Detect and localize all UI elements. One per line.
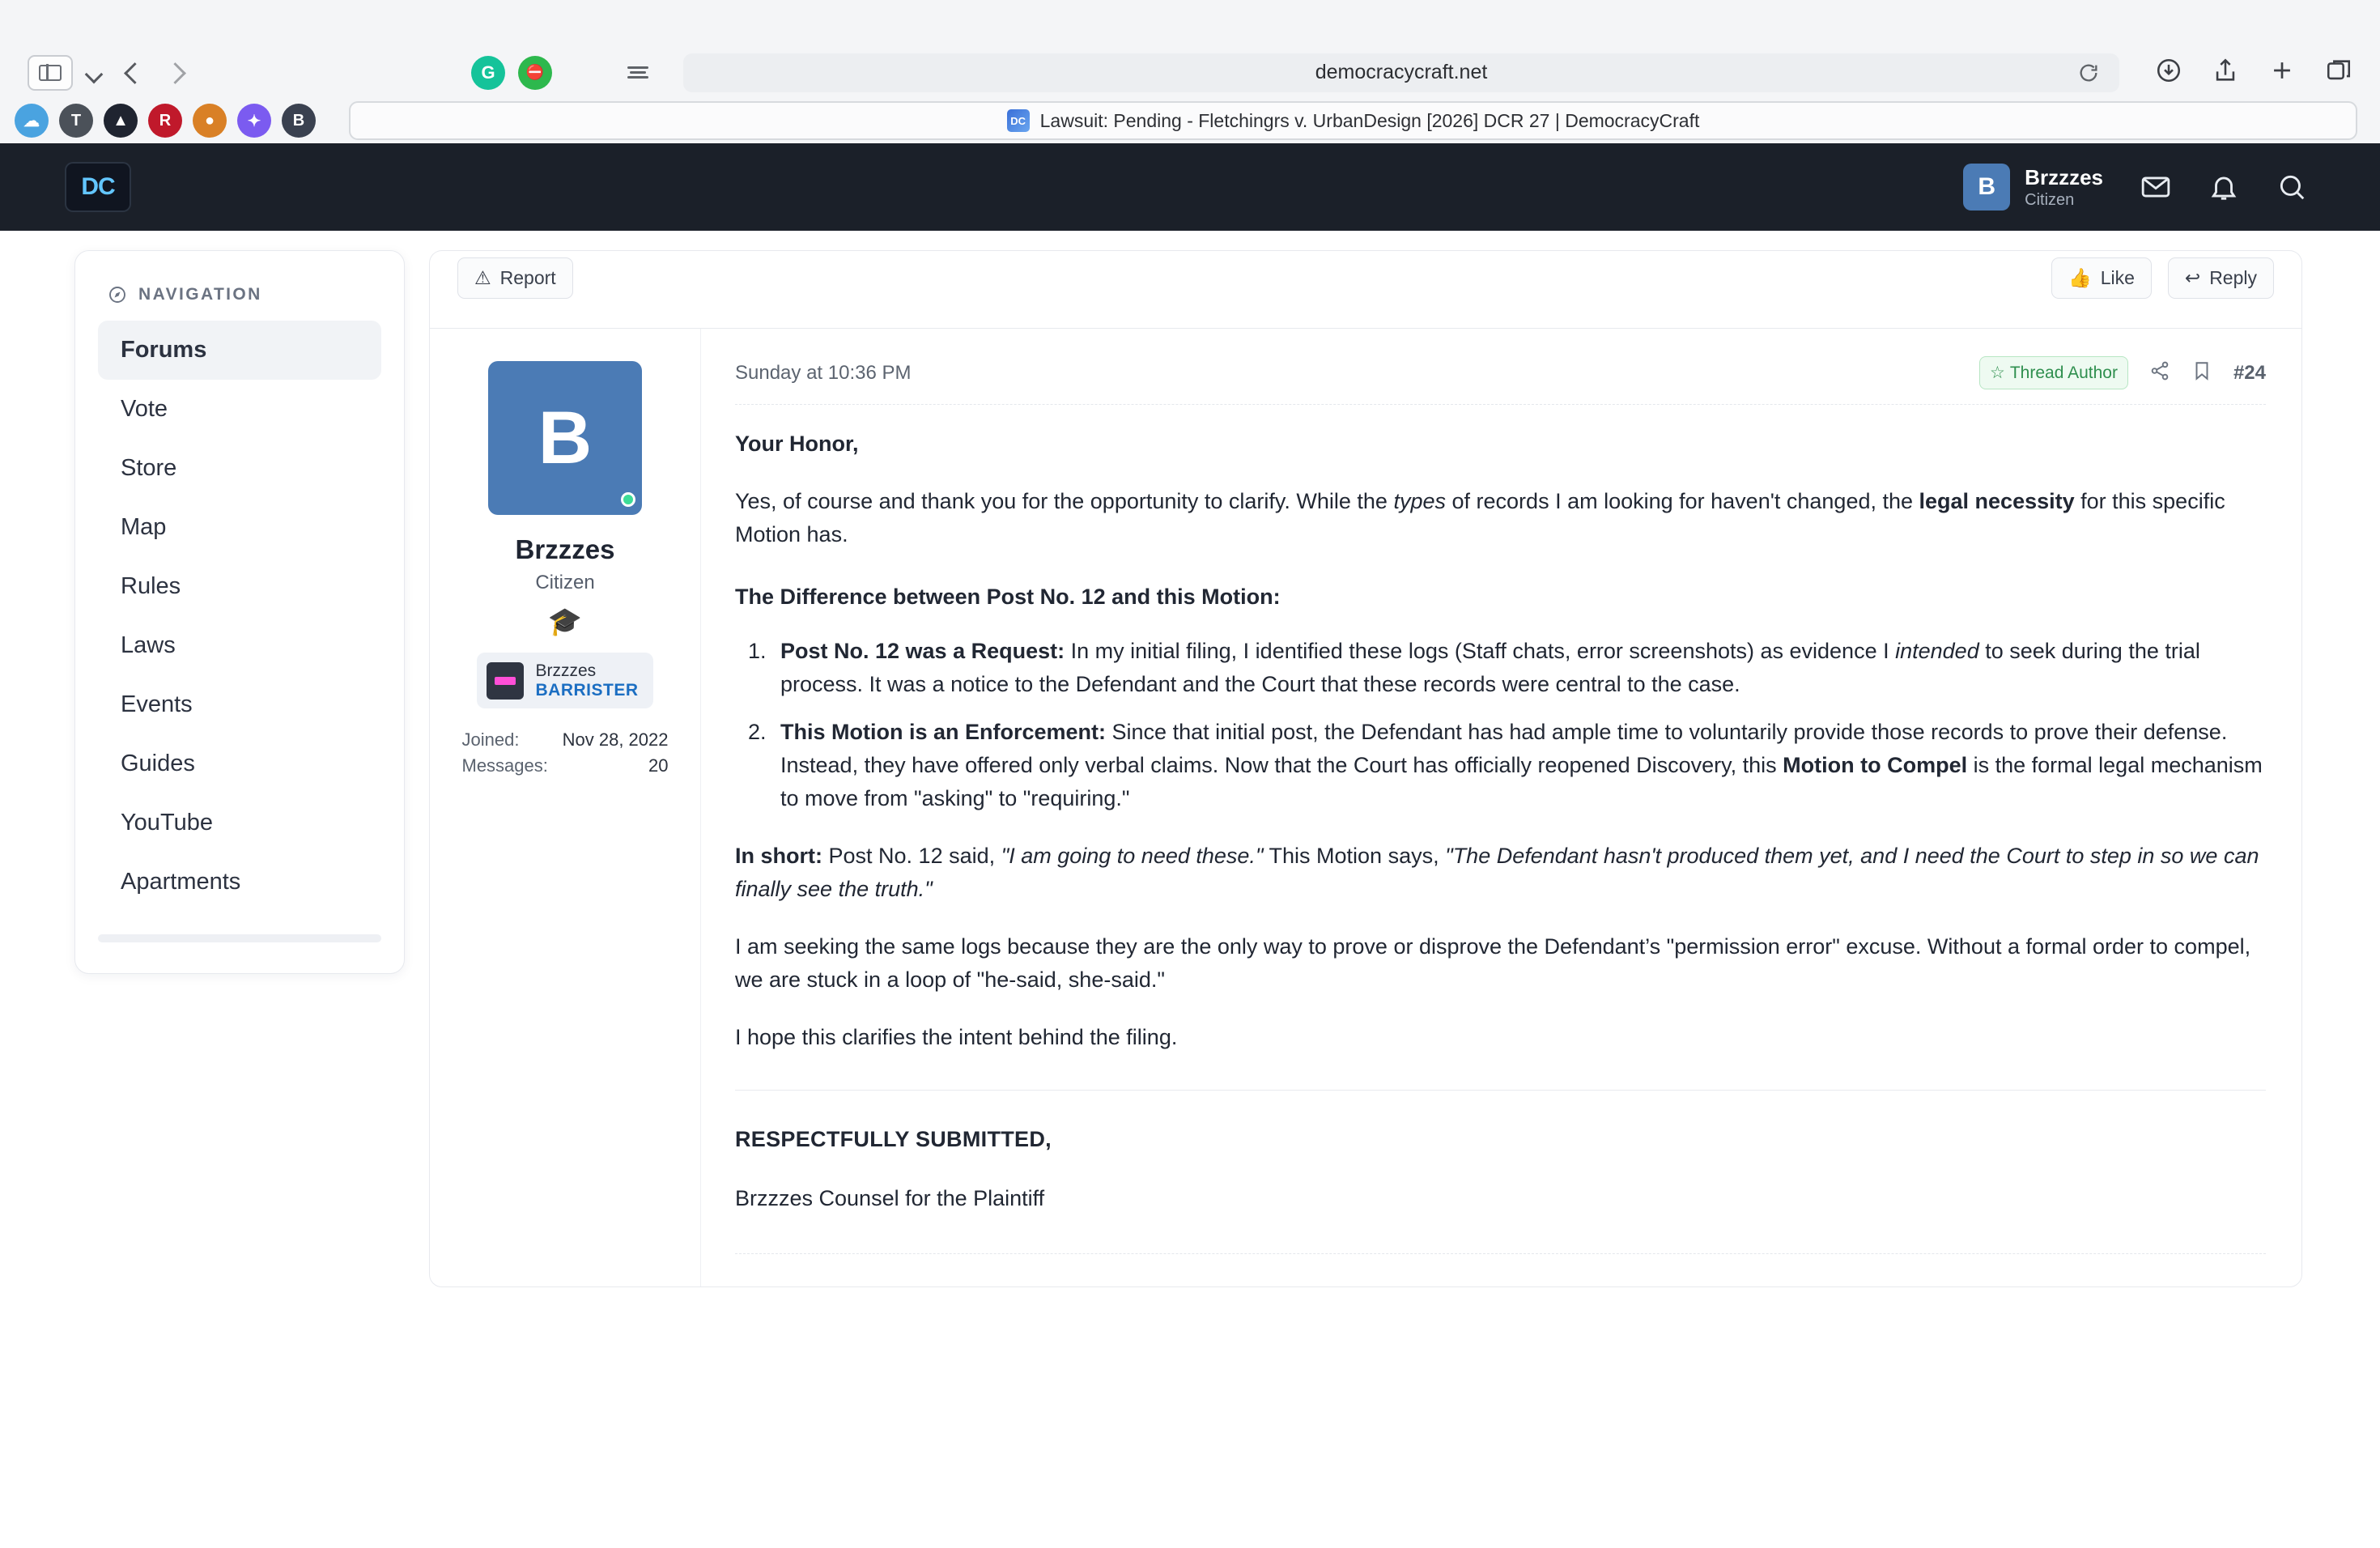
sidebar-item-label: Rules	[121, 573, 181, 599]
toolbar-right-icons	[2155, 57, 2352, 88]
favorites-bar	[0, 98, 2380, 143]
reply-button[interactable]	[2168, 257, 2274, 299]
reader-view-icon[interactable]	[620, 58, 656, 87]
forward-button[interactable]	[160, 57, 193, 89]
reload-icon[interactable]	[2077, 62, 2100, 84]
list-item-1-text-a: In my initial filing, I identified these logs (Staff chats, error screenshots) as evidence I	[1065, 639, 1896, 664]
joined-value: Nov 28, 2022	[562, 729, 669, 751]
compass-icon	[108, 285, 127, 304]
post-content	[735, 427, 2266, 1254]
reply-label: Reply	[2209, 267, 2257, 288]
sidebar-toggle-button[interactable]	[28, 55, 73, 91]
tab-overview-icon[interactable]	[2325, 57, 2352, 88]
post-meta-right	[1979, 356, 2266, 389]
online-status-dot	[621, 492, 635, 507]
like-label: Like	[2100, 267, 2135, 288]
favorite-6[interactable]: ✦	[237, 104, 271, 138]
browser-toolbar	[0, 47, 2380, 98]
author-name[interactable]: Brzzzes	[515, 534, 615, 564]
navigation-title	[75, 274, 404, 321]
list-item	[772, 635, 2266, 701]
share-post-icon[interactable]	[2149, 360, 2170, 385]
sidebar-item-label: Store	[121, 455, 177, 481]
extension-icons	[471, 56, 552, 90]
favorite-2[interactable]: T	[59, 104, 93, 138]
banner-name: Brzzzes	[535, 661, 597, 680]
list-item-2-bold2: Motion to Compel	[1783, 753, 1968, 778]
joined-row	[462, 729, 669, 751]
in-short-b: This Motion says,	[1263, 844, 1446, 869]
search-icon[interactable]	[2276, 172, 2307, 202]
report-label: Report	[499, 267, 556, 288]
paragraph-4: I hope this clarifies the intent behind the filing.	[735, 1025, 1178, 1050]
list-item-1-text-b: to seek during the trial process. It was a notice to the Defendant and the Court that these records were central to the case.	[780, 639, 2200, 697]
previous-post-footer	[429, 250, 2302, 328]
post-author-panel	[430, 329, 701, 1286]
author-role: Citizen	[535, 572, 595, 593]
url-text: democracycraft.net	[1315, 61, 1488, 83]
section-heading: The Difference between Post No. 12 and this Motion:	[735, 585, 1281, 610]
favorite-5[interactable]: ●	[193, 104, 227, 138]
chevron-down-icon[interactable]	[84, 62, 105, 83]
sidebar-item-label: Apartments	[121, 869, 241, 895]
warning-icon: ⚠	[474, 267, 491, 288]
messages-label: Messages:	[461, 755, 548, 776]
thread-author-label: Thread Author	[2009, 363, 2118, 382]
list-item-1-bold: Post No. 12 was a Request:	[780, 639, 1065, 664]
post-bottom-divider	[735, 1253, 2266, 1254]
para1-em: types	[1393, 489, 1447, 514]
sidebar	[0, 250, 429, 1548]
status-badge	[1979, 356, 2128, 389]
sidebar-item-label: Guides	[121, 751, 195, 776]
like-button[interactable]	[2051, 257, 2152, 299]
bookmark-icon[interactable]	[2191, 360, 2212, 385]
forum-post	[429, 328, 2302, 1287]
paragraph-1	[735, 485, 2266, 551]
divider	[735, 1090, 2266, 1091]
paragraph-3: I am seeking the same logs because they are the only way to prove or disprove the Defendant’s "permission error" excuse. Without a formal order to compel, we are stuck in a loop of "he-said, she-said."	[735, 934, 2251, 993]
sidebar-item-vote[interactable]	[98, 380, 381, 439]
sidebar-icon	[39, 65, 62, 81]
post-number[interactable]: #24	[2233, 361, 2266, 384]
author-avatar[interactable]	[488, 361, 642, 515]
post-actions	[2051, 257, 2274, 299]
browser-tab[interactable]	[349, 101, 2357, 140]
post-timestamp[interactable]: Sunday at 10:36 PM	[735, 361, 912, 384]
in-short-quote-1: "I am going to need these."	[1001, 844, 1264, 869]
sidebar-item-forums[interactable]	[98, 321, 381, 380]
sidebar-item-label: Laws	[121, 632, 176, 658]
minecraft-skin-icon	[487, 662, 524, 700]
in-short-a: Post No. 12 said,	[822, 844, 1001, 869]
navigation-card	[74, 250, 405, 974]
para1-a: Yes, of course and thank you for the opportunity to clarify. While the	[735, 489, 1394, 514]
tab-title: Lawsuit: Pending - Fletchingrs v. UrbanDesign [2026] DCR 27 | DemocracyCraft	[1039, 109, 1700, 131]
thumbs-up-icon: 👍	[2068, 267, 2092, 288]
argument-list	[772, 635, 2266, 815]
salutation: Your Honor,	[735, 432, 859, 456]
header-right	[1963, 164, 2307, 211]
user-name: Brzzzes	[2025, 165, 2103, 190]
sidebar-item-label: Events	[121, 691, 193, 717]
favorite-3[interactable]: ▲	[104, 104, 138, 138]
downloads-icon[interactable]	[2155, 57, 2182, 88]
sidebar-item-laws[interactable]	[98, 616, 381, 675]
author-avatar-initial: B	[538, 396, 593, 479]
messages-value: 20	[648, 755, 669, 776]
list-item-2-bold: This Motion is an Enforcement:	[780, 720, 1107, 745]
sidebar-item-label: Vote	[121, 396, 168, 422]
site-header	[0, 143, 2380, 231]
post-meta	[735, 356, 2266, 405]
sidebar-item-label: Map	[121, 514, 167, 540]
sidebar-item-guides[interactable]	[98, 734, 381, 793]
author-stats	[462, 729, 669, 781]
web-page	[0, 143, 2380, 1548]
messages-row	[462, 755, 669, 776]
grammarly-extension-icon[interactable]: G	[471, 56, 505, 90]
sidebar-item-youtube[interactable]	[98, 793, 381, 853]
new-tab-icon[interactable]	[2268, 57, 2296, 88]
sidebar-item-apartments[interactable]	[98, 853, 381, 912]
in-short-paragraph	[735, 840, 2266, 906]
star-icon: ☆	[1990, 364, 2005, 382]
favorite-7[interactable]: B	[282, 104, 316, 138]
sidebar-item-map[interactable]	[98, 498, 381, 557]
back-button[interactable]	[117, 57, 149, 89]
sidebar-item-label: Forums	[121, 337, 207, 363]
site-logo[interactable]: DC	[65, 162, 131, 212]
sidebar-item-events[interactable]	[98, 675, 381, 734]
post-body-panel	[701, 329, 2301, 1286]
sidebar-item-label: YouTube	[121, 810, 213, 836]
bell-icon[interactable]	[2208, 172, 2239, 202]
favorite-4[interactable]: R	[148, 104, 182, 138]
navigation-title-text: NAVIGATION	[138, 285, 262, 304]
joined-label: Joined:	[461, 729, 520, 751]
in-short-label: In short:	[735, 844, 822, 869]
page-body	[0, 231, 2380, 1548]
address-bar[interactable]	[683, 53, 2119, 92]
para1-c: for this specific Motion has.	[735, 489, 2225, 547]
para1-bold: legal necessity	[1919, 489, 2075, 514]
sidebar-item-store[interactable]	[98, 439, 381, 498]
trophy-icon: 🎓	[547, 606, 583, 637]
list-item-1-em: intended	[1895, 639, 1979, 664]
list-item-2-text-b: is the formal legal mechanism to move from "asking" to "requiring."	[780, 753, 2263, 811]
favorite-1[interactable]: ☁	[15, 104, 49, 138]
reply-arrow-icon: ↩	[2184, 267, 2201, 288]
sidebar-item-rules[interactable]	[98, 557, 381, 616]
main-content	[429, 250, 2380, 1548]
signature: Brzzzes Counsel for the Plaintiff	[735, 1186, 1045, 1211]
para1-b: of records I am looking for haven't changed, the	[1446, 489, 1919, 514]
in-short-quote-2: "The Defendant hasn't produced them yet, and I need the Court to step in so we can finally see the truth."	[735, 844, 2259, 902]
adblock-extension-icon[interactable]: ⛔	[518, 56, 552, 90]
signoff: RESPECTFULLY SUBMITTED,	[735, 1127, 1052, 1152]
tab-favicon: DC	[1007, 109, 1030, 132]
avatar: B	[1963, 164, 2010, 211]
user-role: Citizen	[2025, 190, 2075, 209]
banner-tag: BARRISTER	[535, 681, 639, 700]
user-menu[interactable]	[1963, 164, 2103, 211]
author-banner	[477, 653, 652, 708]
report-button[interactable]	[457, 257, 573, 299]
mail-icon[interactable]	[2140, 172, 2171, 202]
list-item	[772, 716, 2266, 815]
share-icon[interactable]	[2212, 57, 2239, 88]
list-item-2-text-a: Since that initial post, the Defendant has had ample time to voluntarily provide those records to prove their defense. Instead, they have offered only verbal claims. Now that the Court has officially reopened Discovery, this	[780, 720, 2228, 778]
sidebar-divider	[98, 934, 381, 942]
